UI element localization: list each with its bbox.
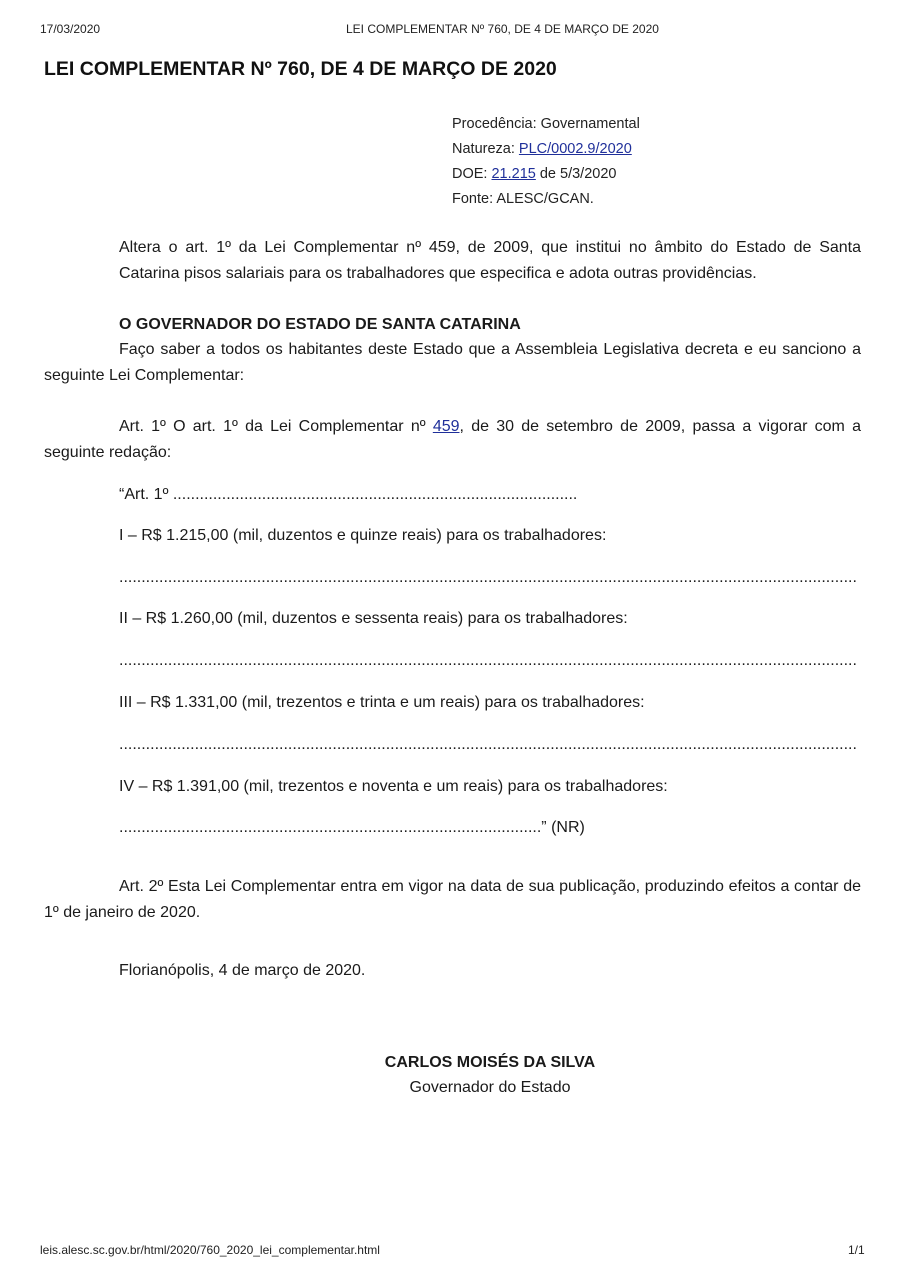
article-2-text: Art. 2º Esta Lei Complementar entra em vigor na data de sua publicação, produzindo efeitos a contar de 1º de janeiro de 2020.	[44, 878, 861, 921]
doe-line	[452, 166, 616, 182]
lei-459-link[interactable]: 459	[432, 418, 460, 435]
natureza-line	[452, 141, 632, 157]
preamble	[44, 337, 861, 388]
print-header-title: LEI COMPLEMENTAR Nº 760, DE 4 DE MARÇO DE 2020	[346, 22, 659, 36]
natureza-label: Natureza:	[452, 141, 519, 157]
procedencia-line: Procedência: Governamental	[452, 116, 640, 132]
doe-label: DOE:	[452, 166, 492, 182]
doe-link[interactable]: 21.215	[491, 166, 536, 182]
place-date: Florianópolis, 4 de março de 2020.	[119, 962, 366, 979]
item-i: I – R$ 1.215,00 (mil, duzentos e quinze reais) para os trabalhadores:	[119, 527, 607, 544]
item-ii: II – R$ 1.260,00 (mil, duzentos e sessenta reais) para os trabalhadores:	[119, 610, 628, 627]
item-iv: IV – R$ 1.391,00 (mil, trezentos e noventa e um reais) para os trabalhadores:	[119, 778, 668, 795]
page-number: 1/1	[848, 1243, 865, 1257]
dots-line: ......................................................................................................................................................................	[119, 569, 857, 586]
governor-heading: O GOVERNADOR DO ESTADO DE SANTA CATARINA	[119, 316, 521, 333]
signatory-role: Governador do Estado	[409, 1079, 571, 1096]
dots-line: ......................................................................................................................................................................	[119, 736, 857, 753]
page-title: LEI COMPLEMENTAR Nº 760, DE 4 DE MARÇO DE 2020	[44, 58, 557, 80]
natureza-link[interactable]: PLC/0002.9/2020	[518, 141, 632, 157]
dots-line: ......................................................................................................................................................................	[119, 652, 857, 669]
signatory-name: CARLOS MOISÉS DA SILVA	[384, 1054, 596, 1071]
quote-end: ...............................................................................................” (NR)	[119, 819, 585, 836]
article-1	[44, 414, 861, 465]
article-1-suffix: , de 30 de setembro de 2009, passa a vigorar com a seguinte redação:	[44, 418, 862, 461]
preamble-text: Faço saber a todos os habitantes deste Estado que a Assembleia Legislativa decreta e eu sanciono a seguinte Lei Complementar:	[44, 341, 861, 384]
item-iii: III – R$ 1.331,00 (mil, trezentos e trinta e um reais) para os trabalhadores:	[119, 694, 645, 711]
fonte-line: Fonte: ALESC/GCAN.	[452, 191, 594, 207]
page-url: leis.alesc.sc.gov.br/html/2020/760_2020_lei_complementar.html	[40, 1243, 380, 1257]
print-date: 17/03/2020	[40, 22, 101, 36]
quote-start: “Art. 1º ...........................................................................................	[119, 486, 578, 503]
article-1-prefix: Art. 1º O art. 1º da Lei Complementar nº	[119, 418, 433, 435]
doe-suffix: de 5/3/2020	[535, 166, 617, 182]
article-2	[44, 874, 861, 925]
ementa: Altera o art. 1º da Lei Complementar nº 459, de 2009, que institui no âmbito do Estado de Santa Catarina pisos salariais para os trabalhadores que especifica e adota outras providências.	[119, 239, 861, 282]
